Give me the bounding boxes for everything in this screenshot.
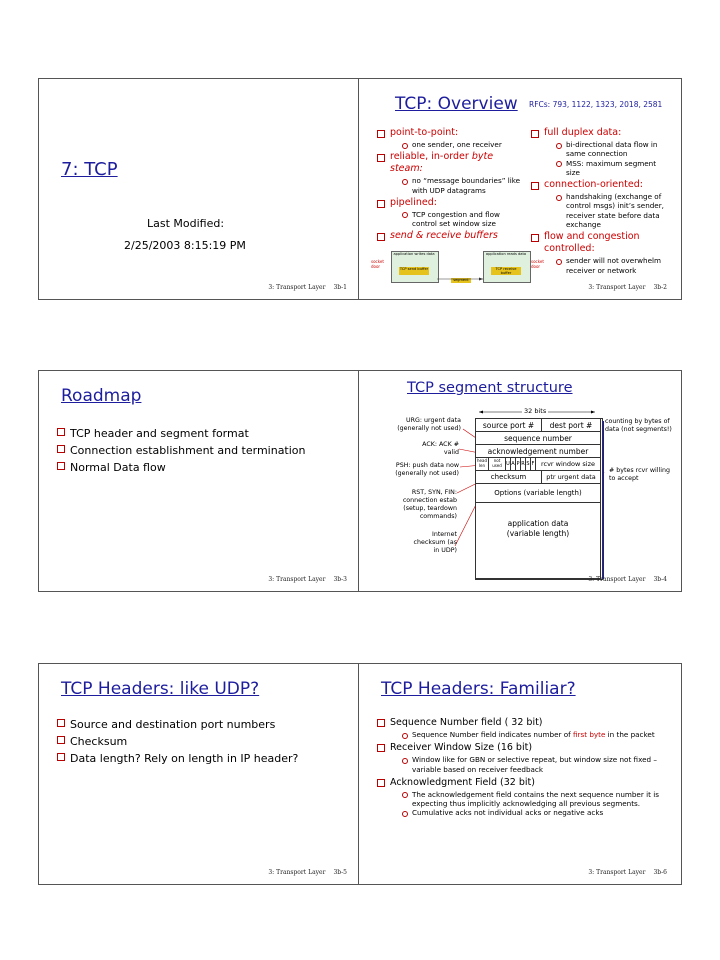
udp-like-item: Checksum — [57, 733, 353, 750]
bullet-pipelined: pipelined: TCP congestion and flow control set window size — [377, 197, 525, 229]
roadmap-item: TCP header and segment format — [57, 425, 347, 442]
flag-syn: S — [525, 457, 531, 471]
application-data-field: application data (variable length) — [475, 502, 601, 579]
bullet-point-to-point: point-to-point: one sender, one receiver — [377, 127, 525, 149]
bits-label: 32 bits — [524, 407, 547, 415]
sub-not-overwhelm: sender will not overwhelm receiver or network — [556, 256, 671, 275]
sub-congestion-window: TCP congestion and flow control set window size — [402, 210, 525, 229]
flag-rst: R — [520, 457, 526, 471]
overview-right-column — [531, 127, 671, 277]
psh-label: PSH: push data now (generally not used) — [395, 462, 459, 477]
slide-3-footer: 3: Transport Layer 3b-3 — [268, 576, 347, 583]
window-bytes-label: # bytes rcvr willing to accept — [609, 467, 670, 482]
slide-1 — [38, 78, 362, 300]
send-buffer: TCP send buffer — [399, 267, 429, 275]
rst-syn-fin-label: RST, SYN, FIN: connection estab (setup, teardown commands) — [402, 489, 457, 520]
ack-label: ACK: ACK # valid — [422, 441, 459, 456]
sub-bidirectional: bi-directional data flow in same connection — [556, 140, 671, 159]
slide-6-title: TCP Headers: Familiar? — [381, 679, 576, 699]
slide-1-title: 7: TCP — [61, 159, 118, 180]
slide-5 — [38, 663, 362, 885]
checksum-label: Internet checksum (as in UDP) — [413, 531, 457, 554]
familiar-list — [377, 716, 667, 820]
familiar-item: Sequence Number field ( 32 bit) Sequence Number field indicates number of first byte in the packet — [377, 716, 667, 739]
slide-4-title: TCP segment structure — [407, 380, 573, 396]
dest-port-field: dest port # — [541, 418, 601, 432]
buffer-diagram — [371, 251, 551, 285]
sub-ack-next-seq: The acknowledgement field contains the next sequence number it is expecting thus implicitly acknowledging all previous segments. — [402, 790, 667, 809]
receive-buffer: TCP receive buffer — [491, 267, 521, 275]
last-modified-label: Last Modified: — [147, 217, 225, 230]
receiver-window-field: rcvr window size — [535, 457, 601, 471]
options-field: Options (variable length) — [475, 483, 601, 503]
bullet-buffers: send & receive buffers — [377, 230, 525, 242]
sub-first-byte: Sequence Number field indicates number of first byte in the packet — [402, 730, 667, 739]
app-reads-label: application reads data — [485, 252, 527, 256]
slide-2 — [358, 78, 682, 300]
bullet-full-duplex: full duplex data: bi-directional data flow in same connection MSS: maximum segment size — [531, 127, 671, 177]
sub-mss: MSS: maximum segment size — [556, 159, 671, 178]
rfc-list: RFCs: 793, 1122, 1323, 2018, 2581 — [529, 100, 663, 109]
flag-ack: A — [510, 457, 516, 471]
slide-4 — [358, 370, 682, 592]
bullet-connection-oriented: connection-oriented: handshaking (exchange of control msgs) init’s sender, receiver state before data exchange — [531, 179, 671, 229]
familiar-item: Acknowledgment Field (32 bit) The acknowledgement field contains the next sequence number it is expecting thus implicitly acknowledging all previous segments. Cumulative acks not individual acks or negative acks — [377, 776, 667, 818]
head-len-field: head len — [475, 457, 489, 471]
familiar-item: Receiver Window Size (16 bit) Window like for GBN or selective repeat, but window size not fixed – variable based on receiver feedback — [377, 741, 667, 774]
sequence-number-field: sequence number — [475, 431, 601, 445]
socket-door-left: socket door — [371, 259, 384, 269]
sub-handshaking: handshaking (exchange of control msgs) init’s sender, receiver state before data exchange — [556, 192, 671, 229]
counting-by-bytes-label: counting by bytes of data (not segments!) — [605, 418, 672, 433]
udp-like-list — [57, 716, 353, 767]
sub-cumulative-acks: Cumulative acks not individual acks or negative acks — [402, 808, 667, 817]
slide-6-footer: 3: Transport Layer 3b-6 — [588, 869, 667, 876]
not-used-field: not used — [488, 457, 506, 471]
slide-3 — [38, 370, 362, 592]
roadmap-item: Normal Data flow — [57, 459, 347, 476]
udp-like-item: Data length? Rely on length in IP header? — [57, 750, 353, 767]
ack-number-field: acknowledgement number — [475, 444, 601, 458]
urg-label: URG: urgent data (generally not used) — [397, 417, 461, 432]
buffer-arrows — [371, 251, 551, 285]
slide-5-title: TCP Headers: like UDP? — [61, 679, 260, 699]
slide-2-title: TCP: Overview — [395, 94, 518, 114]
checksum-field: checksum — [475, 470, 542, 484]
roadmap-list — [57, 425, 347, 476]
overview-left-column — [377, 127, 525, 242]
last-modified-date: 2/25/2003 8:15:19 PM — [124, 239, 246, 252]
bullet-reliable: reliable, in-order byte steam: no “message boundaries” like with UDP datagrams — [377, 151, 525, 195]
flag-urg: U — [505, 457, 511, 471]
bullet-flow-congestion: flow and congestion controlled: sender will not overwhelm receiver or network — [531, 231, 671, 275]
udp-like-item: Source and destination port numbers — [57, 716, 353, 733]
sub-one-sender: one sender, one receiver — [402, 140, 525, 149]
slide-4-footer: 3: Transport Layer 3b-4 — [588, 576, 667, 583]
slide-6 — [358, 663, 682, 885]
socket-door-right: socket door — [531, 259, 544, 269]
sub-no-boundaries: no “message boundaries” like with UDP datagrams — [402, 176, 525, 195]
flag-fin: F — [530, 457, 536, 471]
slide-2-footer: 3: Transport Layer 3b-2 — [588, 284, 667, 291]
sub-window-variable: Window like for GBN or selective repeat, but window size not fixed – variable based on receiver feedback — [402, 755, 667, 774]
app-writes-label: application writes data — [393, 252, 435, 256]
slide-1-footer: 3: Transport Layer 3b-1 — [268, 284, 347, 291]
roadmap-item: Connection establishment and termination — [57, 442, 347, 459]
source-port-field: source port # — [475, 418, 542, 432]
slide-3-title: Roadmap — [61, 386, 142, 406]
flag-psh: P — [515, 457, 521, 471]
urgent-pointer-field: ptr urgent data — [541, 470, 601, 484]
segment-label: segment — [451, 278, 471, 283]
slide-5-footer: 3: Transport Layer 3b-5 — [268, 869, 347, 876]
